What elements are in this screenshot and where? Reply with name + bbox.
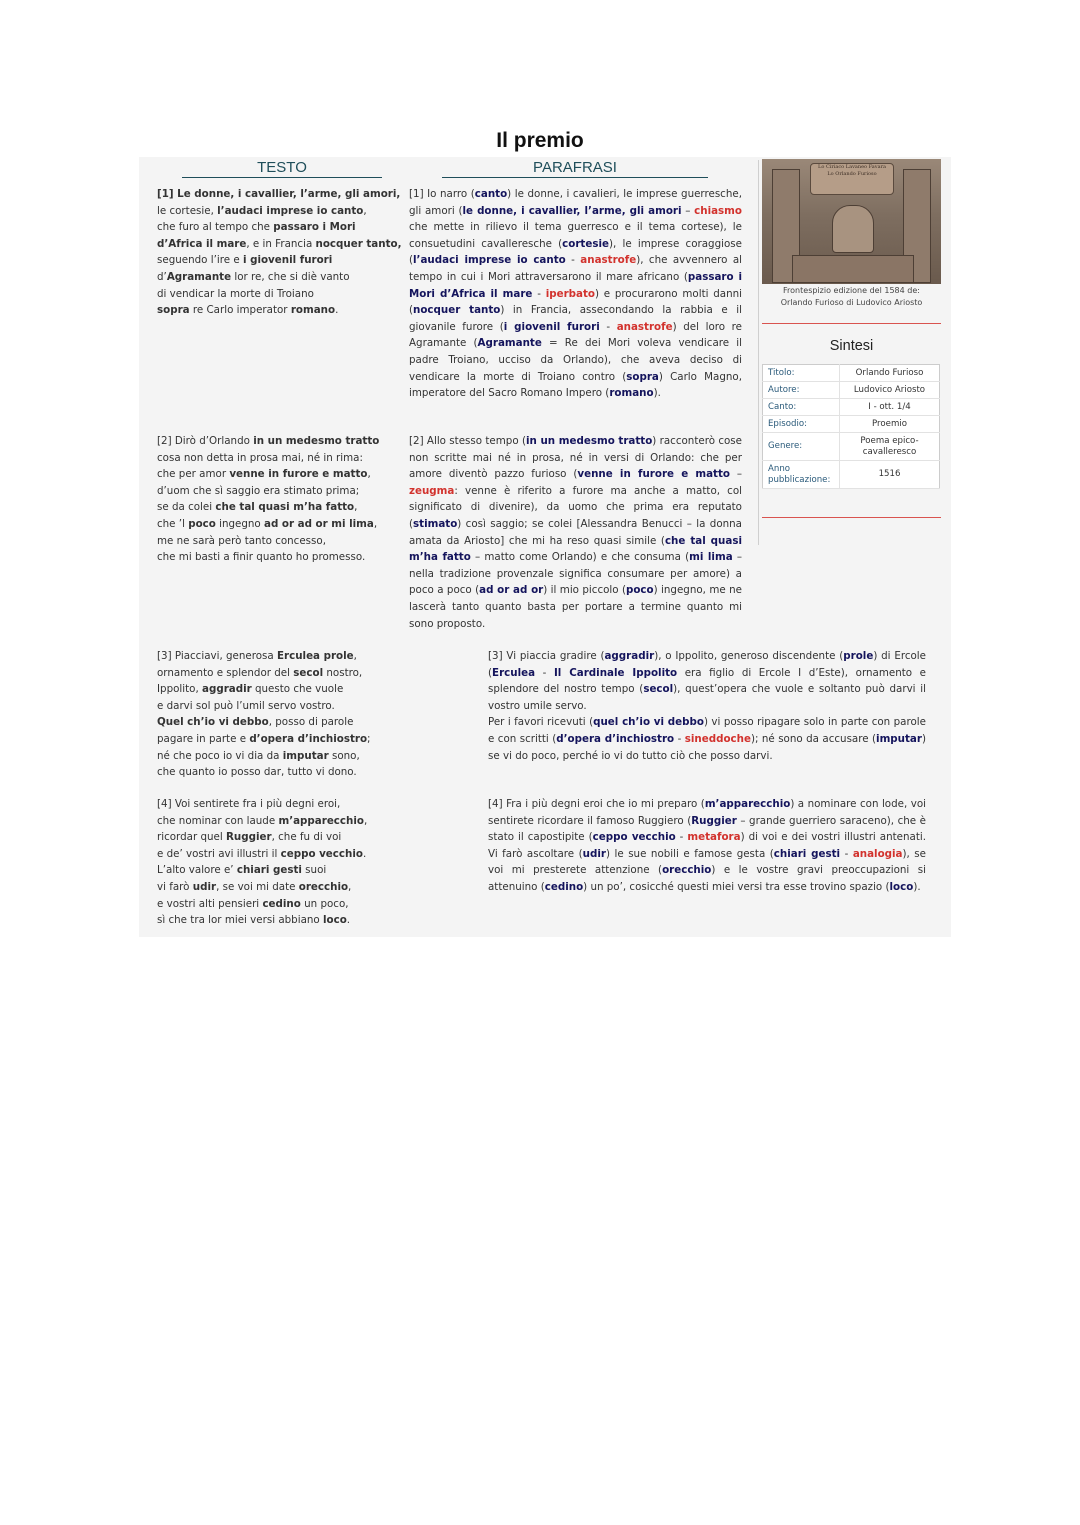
stanza-2-verse: [2] Dirò d’Orlando in un medesmo tratto cosa non detta in prosa mai, né in rima: che per amor venne in furore e matto, d’uom che sì saggio era stimato prima; se da colei che tal quasi m’ha fatto, che ’l poco ingegno ad or ad or mi lima, me ne sarà però tanto concesso, che mi basti a finir quanto ho promesso. (157, 435, 380, 564)
sidebar-rule-bottom (762, 517, 941, 518)
sintesi-table (762, 364, 940, 489)
sintesi-key: Titolo: (763, 365, 840, 382)
frontispiece-image: Lo Ciriaco Lavaneo Favara Lo Orlando Furioso (762, 159, 941, 284)
sintesi-key: Canto: (763, 399, 840, 416)
sintesi-row (763, 433, 940, 461)
sintesi-key: Autore: (763, 382, 840, 399)
page-title: Il premio (496, 129, 584, 152)
column-heading-parafrasi: PARAFRASI (442, 159, 708, 178)
sintesi-value: Proemio (840, 416, 940, 433)
stanza-3-verse: [3] Piacciavi, generosa Erculea prole, ornamento e splendor del secol nostro, Ippolito, aggradir questo che vuole e darvi sol può l’umil servo vostro. Quel ch’io vi debbo, posso di parole pagare in parte e d’opera d’inchiostro; né che poco io vi dia da imputar sono, che quanto io posso dar, tutto vi dono. (157, 650, 371, 779)
sintesi-row (763, 382, 940, 399)
sintesi-value: Orlando Furioso (840, 365, 940, 382)
sidebar-divider (758, 160, 759, 545)
sintesi-row (763, 416, 940, 433)
sintesi-value: I - ott. 1/4 (840, 399, 940, 416)
sintesi-key: Episodio: (763, 416, 840, 433)
image-caption: Frontespizio edizione del 1584 de: Orlando Furioso di Ludovico Ariosto (780, 286, 923, 307)
stanza-3-paraphrase: [3] Vi piaccia gradire (aggradir), o Ippolito, generoso discendente (prole) di Ercole (Erculea - Il Cardinale Ippolito era figlio di Ercole I d’Este), ornamento e splendore del nostro tempo (secol), quest’opera che vuole e soltanto può darvi il vostro umile servo. Per i favori ricevuti (quel ch’io vi debbo) vi posso ripagare solo in parte con parole e con scritti (d’opera d’inchiostro - sineddoche); né sono da accusare (imputar) se vi do poco, perché io vi do tutto ciò che posso darvi. (488, 650, 926, 762)
sintesi-row (763, 399, 940, 416)
sintesi-value: 1516 (840, 461, 940, 489)
sintesi-row (763, 461, 940, 489)
sintesi-row (763, 365, 940, 382)
sintesi-value: Poema epico-cavalleresco (840, 433, 940, 461)
stanza-1-paraphrase: [1] Io narro (canto) le donne, i cavalieri, le imprese guerresche, gli amori (le donne, i cavallier, l’arme, gli amori – chiasmo che mette in rilievo il tema guerresco e il tema cortese), le consuetudini cavalleresche (cortesie), le imprese coraggiose (l’audaci imprese io canto - anastrofe), che avvennero al tempo in cui i Mori attraversarono il mare africano (passaro i Mori d’Africa il mare - iperbato) e procurarono molti danni (nocquer tanto) in Francia, assecondando la rabbia e il giovanile furore (i giovenil furori - anastrofe) del loro re Agramante (Agramante = Re dei Mori voleva vendicare il padre Troiano, ucciso da Orlando), che aveva deciso di vendicare la morte di Troiano contro (sopra) Carlo Magno, imperatore del Sacro Romano Impero (romano). (409, 188, 743, 400)
stanza-2-paraphrase: [2] Allo stesso tempo (in un medesmo tratto) racconterò cose non scritte mai né in prosa, né in versi di Orlando: che per amore diventò pazzo furioso (venne in furore e matto – zeugma: venne è riferito a furore ma anche a matto, col significato di divenire), da uomo che prima era reputato (stimato) così saggio; se colei [Alessandra Benucci – la donna amata da Ariosto] che mi ha reso quasi simile (che tal quasi m’ha fatto – matto come Orlando) e che consuma (mi lima – nella tradizione provenzale significa consumare per amore) a poco a poco (ad or ad or) il mio piccolo (poco) ingegno, me ne lascerà tanto quanto basta per portare a termine quanto mi sono proposto. (409, 435, 742, 630)
sintesi-key: Genere: (763, 433, 840, 461)
column-heading-testo: TESTO (182, 159, 382, 178)
sintesi-heading: Sintesi (829, 338, 874, 354)
sidebar-rule-top (762, 323, 941, 324)
stanza-4-paraphrase: [4] Fra i più degni eroi che io mi preparo (m’apparecchio) a nominare con lode, voi sentirete ricordare il famoso Ruggiero (Ruggier – grande guerriero saraceno), che è stato il capostipite (ceppo vecchio - metafora) di voi e dei vostri illustri antenati. Vi farò ascoltare (udir) le sue nobili e famose gesta (chiari gesti - analogia), se voi mi presterete attenzione (orecchio) e le vostre gravi preoccupazioni si attenuino (cedino) un po’, cosicché questi miei versi tra esse trovino spazio (loco). (488, 798, 927, 893)
stanza-1-verse: [1] Le donne, i cavallier, l’arme, gli amori, le cortesie, l’audaci imprese io canto, che furo al tempo che passaro i Mori d’Africa il mare, e in Francia nocquer tanto, seguendo l’ire e i giovenil furori d’Agramante lor re, che si diè vanto di vendicar la morte di Troiano sopra re Carlo imperator romano. (157, 188, 402, 317)
sintesi-value: Ludovico Ariosto (840, 382, 940, 399)
sintesi-key: Anno pubblicazione: (763, 461, 840, 489)
stanza-4-verse: [4] Voi sentirete fra i più degni eroi, che nominar con laude m’apparecchio, ricordar quel Ruggier, che fu di voi e de’ vostri avi illustri il ceppo vecchio. L’alto valore e’ chiari gesti suoi vi farò udir, se voi mi date orecchio, e vostri alti pensieri cedino un poco, sì che tra lor miei versi abbiano loco. (157, 798, 368, 927)
